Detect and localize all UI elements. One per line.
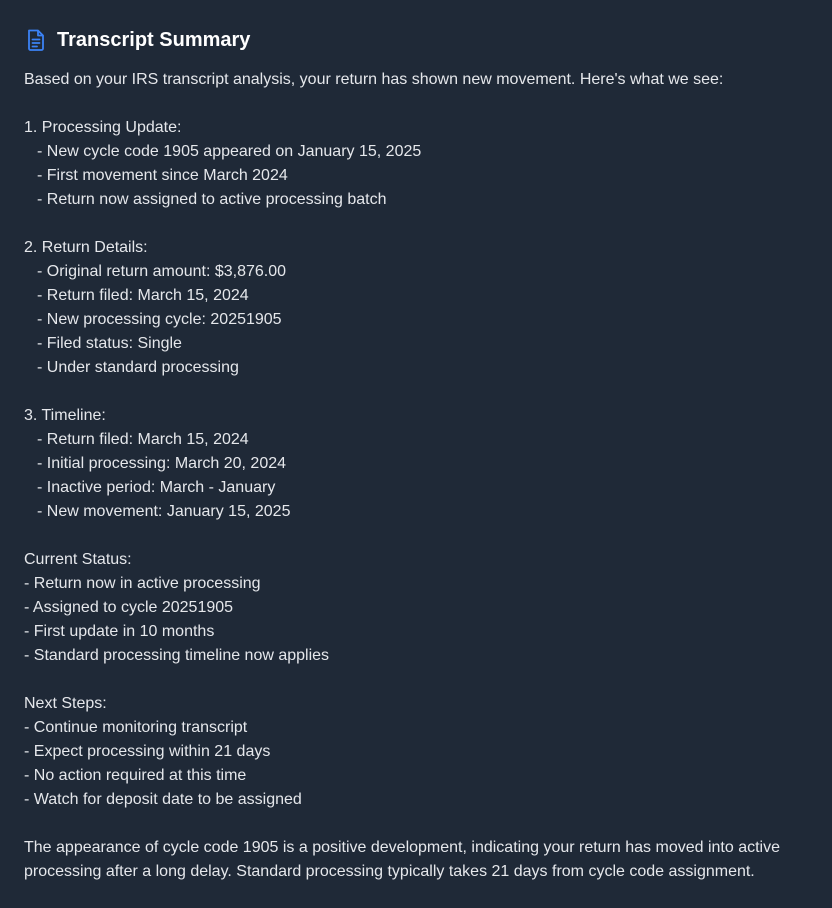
list-item: - Filed status: Single xyxy=(37,335,182,352)
intro-text: Based on your IRS transcript analysis, your return has shown new movement. Here's what we see: xyxy=(24,71,724,88)
spacer xyxy=(24,92,808,116)
section-heading: 3. Timeline: xyxy=(24,407,106,424)
list-item: - No action required at this time xyxy=(24,767,247,784)
summary-sections xyxy=(24,116,808,836)
spacer xyxy=(24,380,808,404)
list-item: - New movement: January 15, 2025 xyxy=(37,503,291,520)
list-item: - Inactive period: March - January xyxy=(37,479,276,496)
summary-title: Transcript Summary xyxy=(57,28,251,51)
list-item: - First movement since March 2024 xyxy=(37,167,288,184)
conclusion-text: The appearance of cycle code 1905 is a positive development, indicating your return has moved into active processing after a long delay. Standard processing typically takes 21 days from cycle code assignment. xyxy=(24,839,780,880)
list-item: - Assigned to cycle 20251905 xyxy=(24,599,234,616)
list-item: - Standard processing timeline now applies xyxy=(24,647,330,664)
spacer xyxy=(24,524,808,548)
list-item: - Return now in active processing xyxy=(24,575,261,592)
list-item: - New cycle code 1905 appeared on January 15, 2025 xyxy=(37,143,422,160)
list-item: - Initial processing: March 20, 2024 xyxy=(37,455,287,472)
section-heading: Next Steps: xyxy=(24,695,107,712)
list-item: - Under standard processing xyxy=(37,359,239,376)
list-item: - First update in 10 months xyxy=(24,623,215,640)
list-item: - Return filed: March 15, 2024 xyxy=(37,287,249,304)
document-icon xyxy=(25,28,47,52)
list-item: - Return filed: March 15, 2024 xyxy=(37,431,249,448)
list-item: - Original return amount: $3,876.00 xyxy=(37,263,287,280)
section-heading: 1. Processing Update: xyxy=(24,119,182,136)
section-heading: 2. Return Details: xyxy=(24,239,148,256)
list-item: - Expect processing within 21 days xyxy=(24,743,271,760)
section-heading: Current Status: xyxy=(24,551,132,568)
spacer xyxy=(24,812,808,836)
summary-header xyxy=(24,26,808,54)
spacer xyxy=(24,668,808,692)
list-item: - Watch for deposit date to be assigned xyxy=(24,791,302,808)
summary-body xyxy=(24,68,808,884)
list-item: - Continue monitoring transcript xyxy=(24,719,248,736)
spacer xyxy=(24,212,808,236)
list-item: - New processing cycle: 20251905 xyxy=(37,311,282,328)
list-item: - Return now assigned to active processing batch xyxy=(37,191,387,208)
